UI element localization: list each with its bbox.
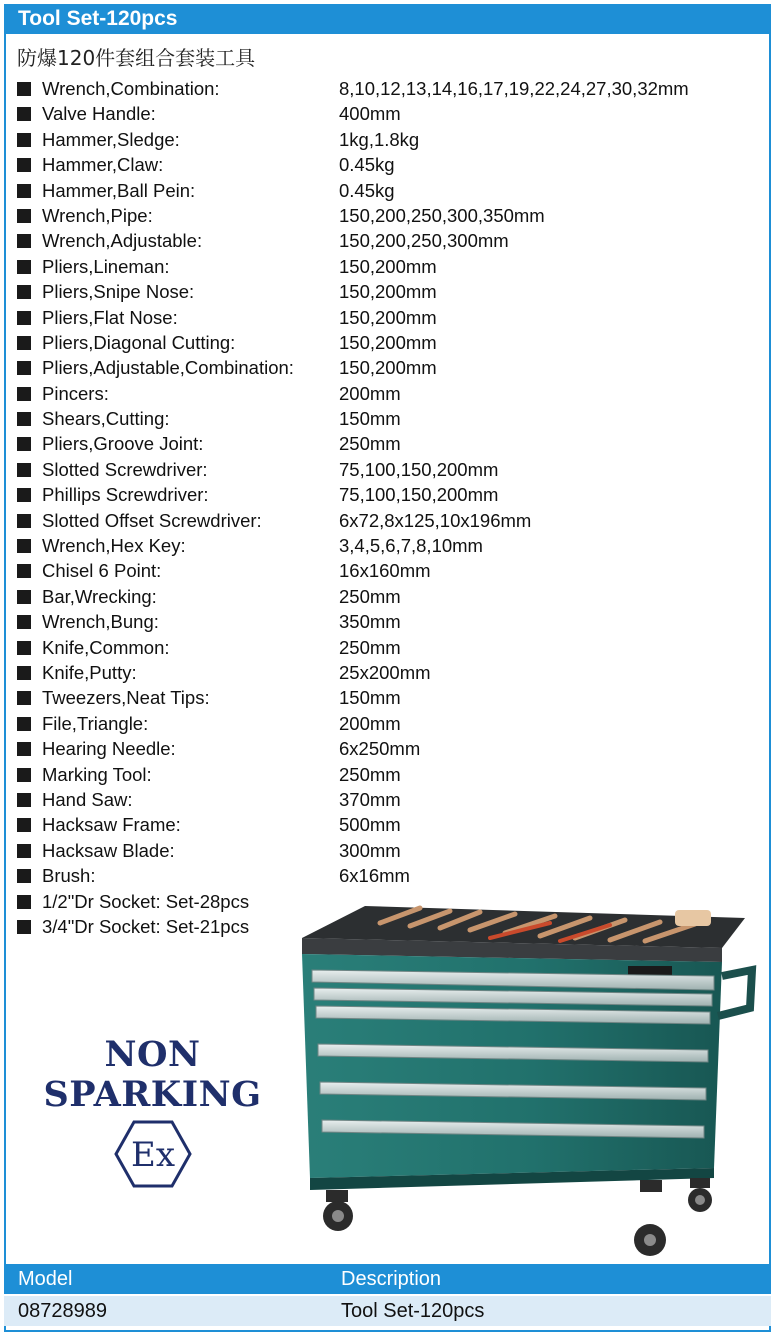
page-title: Tool Set-120pcs <box>18 7 178 30</box>
spec-name: File,Triangle: <box>42 712 149 734</box>
bullet-icon <box>17 234 31 248</box>
spec-value: 150,200mm <box>339 357 437 379</box>
spec-row <box>17 711 757 736</box>
spec-name: Hammer,Sledge: <box>42 128 180 150</box>
spec-value: 150mm <box>339 687 401 709</box>
spec-row <box>17 76 757 101</box>
cell-model: 08728989 <box>18 1300 107 1322</box>
spec-row <box>17 660 757 685</box>
spec-value: 75,100,150,200mm <box>339 458 499 480</box>
spec-value: 150,200,250,300mm <box>339 230 509 252</box>
spec-value: 300mm <box>339 839 401 861</box>
spec-row <box>17 584 757 609</box>
bullet-icon <box>17 311 31 325</box>
bullet-icon <box>17 209 31 223</box>
badge-line-sparking: SPARKING <box>43 1074 262 1115</box>
bullet-icon <box>17 895 31 909</box>
spec-name: Wrench,Adjustable: <box>42 230 203 252</box>
spec-value: 150,200mm <box>339 281 437 303</box>
spec-name: Slotted Offset Screwdriver: <box>42 509 262 531</box>
spec-name: 1/2"Dr Socket: Set-28pcs <box>42 890 250 912</box>
bullet-icon <box>17 336 31 350</box>
spec-row <box>17 685 757 710</box>
spec-name: Wrench,Combination: <box>42 78 220 99</box>
bullet-icon <box>17 184 31 198</box>
spec-value: 6x250mm <box>339 738 421 760</box>
spec-row <box>17 482 757 507</box>
spec-value: 6x16mm <box>339 865 410 887</box>
non-sparking-badge <box>40 1035 265 1189</box>
spec-value: 25x200mm <box>339 661 431 683</box>
spec-value: 500mm <box>339 814 401 836</box>
spec-value: 0.45kg <box>339 179 395 201</box>
bullet-icon <box>17 539 31 553</box>
cell-description: Tool Set-120pcs <box>341 1300 485 1322</box>
bullet-icon <box>17 564 31 578</box>
spec-name: 3/4"Dr Socket: Set-21pcs <box>42 915 250 937</box>
table-row <box>4 1294 771 1326</box>
spec-name: Knife,Common: <box>42 636 170 658</box>
bullet-icon <box>17 742 31 756</box>
spec-value: 250mm <box>339 763 401 785</box>
spec-name: Wrench,Pipe: <box>42 204 153 226</box>
bullet-icon <box>17 158 31 172</box>
bullet-icon <box>17 768 31 782</box>
bullet-icon <box>17 361 31 375</box>
spec-row <box>17 558 757 583</box>
bullet-icon <box>17 260 31 274</box>
table-header <box>4 1264 771 1294</box>
spec-value: 370mm <box>339 788 401 810</box>
spec-name: Tweezers,Neat Tips: <box>42 687 210 709</box>
spec-name: Wrench,Hex Key: <box>42 535 186 557</box>
spec-row <box>17 101 757 126</box>
spec-value: 200mm <box>339 382 401 404</box>
ex-hexagon-icon <box>114 1119 192 1189</box>
bullet-icon <box>17 869 31 883</box>
spec-row <box>17 381 757 406</box>
spec-row <box>17 178 757 203</box>
bullet-icon <box>17 717 31 731</box>
spec-row <box>17 203 757 228</box>
spec-value: 75,100,150,200mm <box>339 484 499 506</box>
bullet-icon <box>17 437 31 451</box>
spec-name: Bar,Wrecking: <box>42 585 157 607</box>
spec-row <box>17 787 757 812</box>
spec-name: Valve Handle: <box>42 103 156 125</box>
spec-row <box>17 533 757 558</box>
ex-symbol-text: Ex <box>130 1135 175 1175</box>
bullet-icon <box>17 590 31 604</box>
spec-row <box>17 431 757 456</box>
spec-row <box>17 355 757 380</box>
spec-name: Slotted Screwdriver: <box>42 458 208 480</box>
spec-name: Hand Saw: <box>42 788 133 810</box>
title-bar <box>4 4 771 34</box>
header-model: Model <box>18 1268 73 1290</box>
bullet-icon <box>17 920 31 934</box>
spec-value: 16x160mm <box>339 560 431 582</box>
bullet-icon <box>17 133 31 147</box>
bullet-icon <box>17 387 31 401</box>
spec-value: 350mm <box>339 611 401 633</box>
spec-row <box>17 736 757 761</box>
spec-row <box>17 635 757 660</box>
spec-name: Pliers,Snipe Nose: <box>42 281 195 303</box>
bullet-icon <box>17 818 31 832</box>
bullet-icon <box>17 463 31 477</box>
spec-name: Pliers,Diagonal Cutting: <box>42 331 236 353</box>
spec-row <box>17 812 757 837</box>
spec-value: 400mm <box>339 103 401 125</box>
spec-name: Pliers,Adjustable,Combination: <box>42 357 294 379</box>
spec-value: 150,200mm <box>339 255 437 277</box>
bullet-icon <box>17 691 31 705</box>
spec-value: 8,10,12,13,14,16,17,19,22,24,27,30,32mm <box>339 78 689 99</box>
bullet-icon <box>17 285 31 299</box>
bullet-icon <box>17 641 31 655</box>
spec-name: Shears,Cutting: <box>42 408 170 430</box>
spec-row <box>17 609 757 634</box>
spec-row <box>17 330 757 355</box>
spec-value: 6x72,8x125,10x196mm <box>339 509 532 531</box>
spec-row <box>17 838 757 863</box>
spec-name: Pincers: <box>42 382 109 404</box>
spec-row <box>17 305 757 330</box>
bullet-icon <box>17 844 31 858</box>
spec-row <box>17 508 757 533</box>
spec-row <box>17 406 757 431</box>
spec-name: Pliers,Flat Nose: <box>42 306 178 328</box>
bullet-icon <box>17 107 31 121</box>
bullet-icon <box>17 488 31 502</box>
spec-row <box>17 152 757 177</box>
spec-value: 150,200mm <box>339 331 437 353</box>
spec-name: Pliers,Groove Joint: <box>42 433 204 455</box>
spec-value: 200mm <box>339 712 401 734</box>
bullet-icon <box>17 412 31 426</box>
spec-name: Hearing Needle: <box>42 738 176 760</box>
badge-line-non: NON <box>104 1034 201 1075</box>
bullet-icon <box>17 793 31 807</box>
spec-value: 250mm <box>339 585 401 607</box>
spec-row <box>17 254 757 279</box>
chinese-subtitle: 防爆120件套组合套装工具 <box>17 46 256 70</box>
bullet-icon <box>17 615 31 629</box>
header-description: Description <box>341 1268 442 1290</box>
spec-name: Brush: <box>42 865 96 887</box>
spec-row <box>17 762 757 787</box>
spec-value: 3,4,5,6,7,8,10mm <box>339 535 483 557</box>
spec-name: Hacksaw Frame: <box>42 814 181 836</box>
spec-value: 0.45kg <box>339 154 395 176</box>
spec-name: Hacksaw Blade: <box>42 839 175 861</box>
bullet-icon <box>17 82 31 96</box>
spec-value: 150,200,250,300,350mm <box>339 204 545 226</box>
bullet-icon <box>17 666 31 680</box>
spec-value: 150mm <box>339 408 401 430</box>
spec-name: Wrench,Bung: <box>42 611 159 633</box>
bullet-icon <box>17 514 31 528</box>
spec-name: Hammer,Claw: <box>42 154 164 176</box>
spec-value: 250mm <box>339 636 401 658</box>
spec-name: Phillips Screwdriver: <box>42 484 209 506</box>
spec-name: Pliers,Lineman: <box>42 255 170 277</box>
spec-name: Marking Tool: <box>42 763 152 785</box>
spec-name: Hammer,Ball Pein: <box>42 179 196 201</box>
spec-value: 250mm <box>339 433 401 455</box>
spec-value: 150,200mm <box>339 306 437 328</box>
spec-row <box>17 127 757 152</box>
spec-value: 1kg,1.8kg <box>339 128 420 150</box>
spec-row <box>17 228 757 253</box>
spec-list <box>17 76 757 939</box>
spec-row <box>17 279 757 304</box>
spec-row <box>17 457 757 482</box>
tool-cabinet-image <box>290 878 760 1263</box>
spec-name: Knife,Putty: <box>42 661 137 683</box>
spec-name: Chisel 6 Point: <box>42 560 162 582</box>
